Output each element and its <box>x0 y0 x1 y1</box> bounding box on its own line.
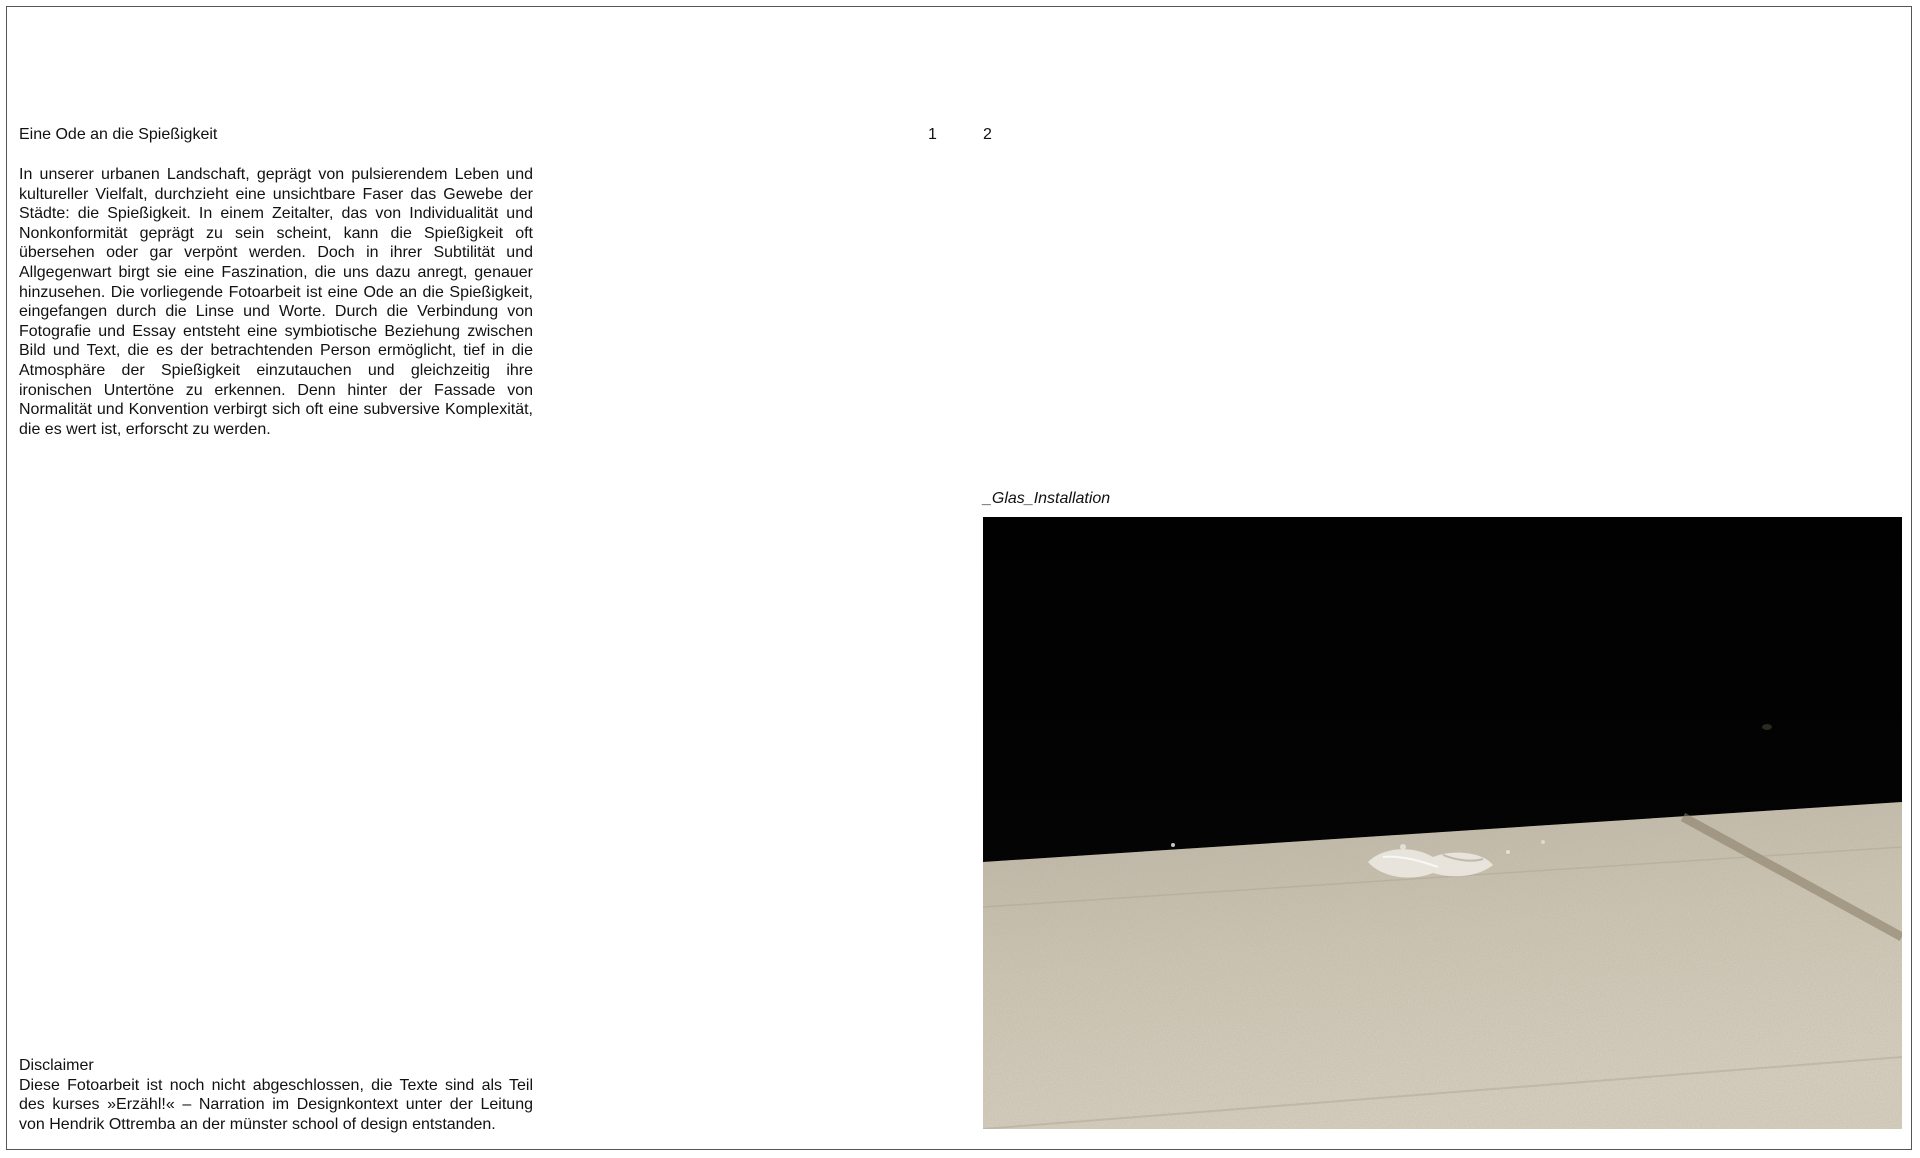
disclaimer <box>19 1056 533 1134</box>
page-number-right: 2 <box>983 126 992 143</box>
photo-caption: _Glas_Installation <box>983 490 1111 507</box>
essay-title: Eine Ode an die Spießigkeit <box>19 126 218 143</box>
glass-installation-photo <box>983 517 1902 1129</box>
disclaimer-heading: Disclaimer <box>19 1057 94 1074</box>
disclaimer-text: Diese Fotoarbeit ist noch nicht abgeschlossen, die Texte sind als Teil des kurses »Erzähl!« – Narration im Designkontext unter der Leitung von Hendrik Ottremba an der münster school of design entstanden. <box>19 1076 533 1133</box>
page-number-left: 1 <box>928 126 937 143</box>
essay-body: In unserer urbanen Landschaft, geprägt von pulsierendem Leben und kultureller Vielfalt, durchzieht eine unsichtbare Faser das Gewebe der Städte: die Spießigkeit. In einem Zeitalter, das von Individualität und Nonkonformität geprägt zu sein scheint, kann die Spießigkeit oft übersehen oder gar verpönt werden. Doch in ihrer Subtilität und Allgegenwart birgt sie eine Faszination, die uns dazu anregt, genauer hinzusehen. Die vorliegende Fotoarbeit ist eine Ode an die Spießigkeit, eingefangen durch die Linse und Worte. Durch die Verbindung von Fotografie und Essay entsteht eine symbiotische Beziehung zwischen Bild und Text, die es der betrachtenden Person ermöglicht, tief in die Atmosphäre der Spießigkeit einzutauchen und gleichzeitig ihre ironischen Untertöne zu erkennen. Denn hinter der Fassade von Normalität und Konvention verbirgt sich oft eine subversive Komplexität, die es wert ist, erforscht zu werden. <box>19 166 533 438</box>
photo-illustration <box>983 517 1902 1129</box>
